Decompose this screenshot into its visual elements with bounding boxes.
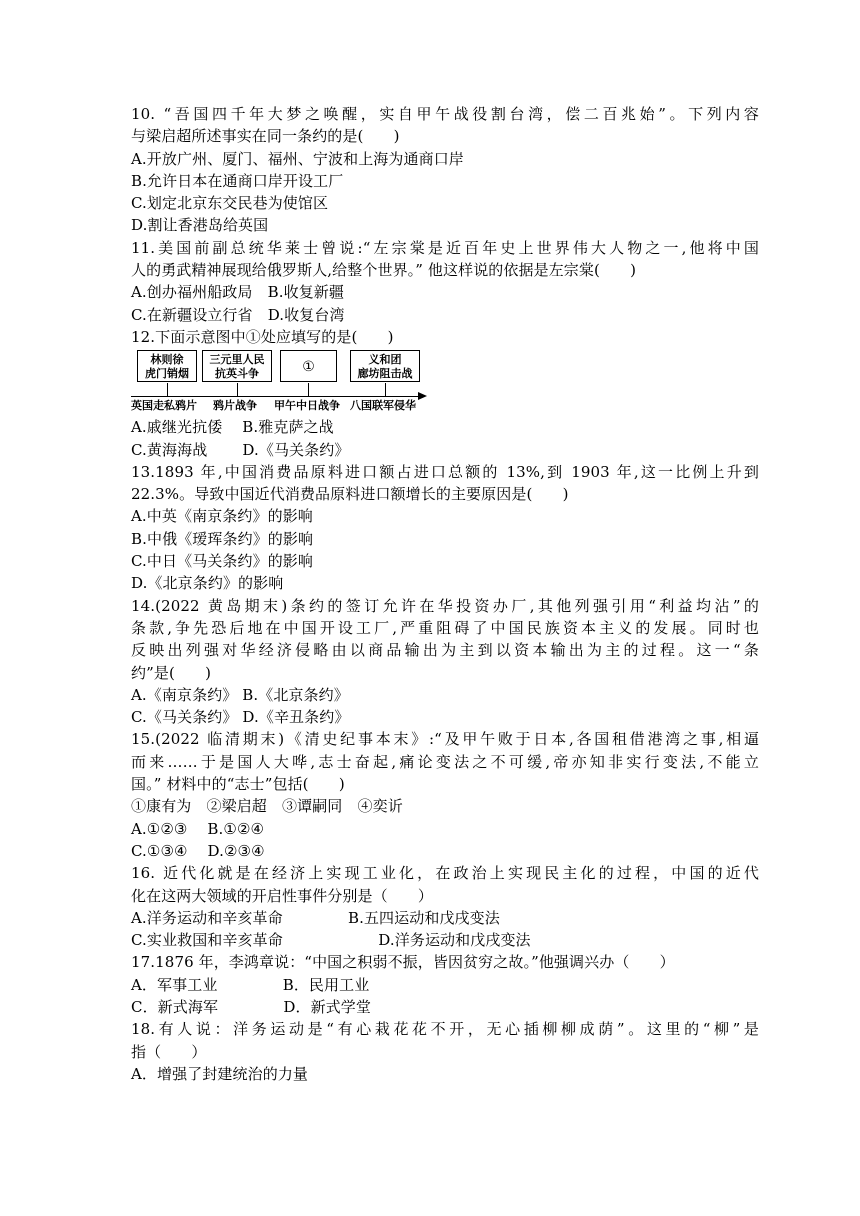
question-13-option-b: B.中俄《瑷珲条约》的影响 bbox=[131, 529, 314, 548]
question-15 bbox=[131, 728, 759, 862]
question-16-stem-line-2: 化在这两大领域的开启性事件分别是（ ） bbox=[131, 886, 434, 905]
timeline-box-1-line-2: 虎门销烟 bbox=[145, 366, 189, 380]
question-16-stem-line-1: 16. 近代化就是在经济上实现工业化，在政治上实现民主化的过程，中国的近代 bbox=[131, 864, 759, 883]
timeline-diagram bbox=[131, 349, 431, 415]
question-18-stem-line-2: 指（ ） bbox=[131, 1042, 207, 1061]
timeline-box-2 bbox=[202, 350, 272, 382]
question-17-options-row-2: C．新式海军 D．新式学堂 bbox=[131, 997, 371, 1016]
question-15-stem-line-3: 国。” 材料中的“志士”包括( ) bbox=[131, 775, 345, 794]
timeline-label-4: 八国联军侵华 bbox=[350, 399, 416, 413]
question-11 bbox=[131, 237, 759, 326]
question-12-stem: 12.下面示意图中①处应填写的是( ) bbox=[131, 327, 394, 346]
question-17 bbox=[131, 951, 759, 1018]
timeline-box-4-line-1: 义和团 bbox=[368, 352, 402, 366]
timeline-box-blank bbox=[280, 350, 337, 382]
timeline-box-4 bbox=[350, 350, 420, 382]
question-18 bbox=[131, 1018, 759, 1085]
timeline-arrow-icon bbox=[418, 392, 427, 400]
question-14-stem-line-4: 约”是( ) bbox=[131, 663, 212, 682]
question-13-stem-line-1: 13.1893 年,中国消费品原料进口额占进口总额的 13%,到 1903 年,这一比例上升到 bbox=[131, 462, 759, 481]
question-11-stem-line-1: 11.美国前副总统华莱士曾说:“左宗棠是近百年史上世界伟大人物之一,他将中国 bbox=[131, 238, 759, 257]
question-14-options-row-1: A.《南京条约》 B.《北京条约》 bbox=[131, 685, 349, 704]
timeline-label-1: 英国走私鸦片 bbox=[131, 399, 197, 413]
question-12-options-row-1: A.戚继光抗倭 B.雅克萨之战 bbox=[131, 418, 334, 437]
timeline-tick bbox=[167, 383, 168, 396]
question-16 bbox=[131, 862, 759, 951]
question-sheet bbox=[131, 103, 759, 1085]
question-15-options-row-1: A.①②③ B.①②④ bbox=[131, 819, 265, 838]
question-13-option-a: A.中英《南京条约》的影响 bbox=[131, 507, 313, 526]
question-18-option-a: A．增强了封建统治的力量 bbox=[131, 1064, 309, 1083]
timeline-box-4-line-2: 廊坊阻击战 bbox=[357, 366, 413, 380]
timeline-label-2: 鸦片战争 bbox=[213, 399, 257, 413]
question-14-stem-line-3: 反映出列强对华经济侵略由以商品输出为主到以资本输出为主的过程。这一“条 bbox=[131, 641, 759, 660]
timeline-box-blank-marker: ① bbox=[302, 358, 315, 375]
question-17-options-row-1: A．军事工业 B．民用工业 bbox=[131, 975, 370, 994]
question-12 bbox=[131, 326, 759, 461]
question-12-options-row-2: C.黄海海战 D.《马关条约》 bbox=[131, 440, 350, 459]
question-14 bbox=[131, 595, 759, 729]
timeline-box-2-line-1: 三元里人民 bbox=[209, 352, 265, 366]
question-10-stem-line-2: 与梁启超所述事实在同一条约的是( ) bbox=[131, 127, 400, 146]
question-15-stem-line-2: 而来……于是国人大哗,志士奋起,痛论变法之不可缓,帝亦知非实行变法,不能立 bbox=[131, 752, 759, 771]
question-14-options-row-2: C.《马关条约》 D.《辛丑条约》 bbox=[131, 708, 350, 727]
question-11-stem-line-2: 人的勇武精神展现给俄罗斯人,给整个世界。” 他这样说的依据是左宗棠( ) bbox=[131, 261, 637, 280]
question-13-option-c: C.中日《马关条约》的影响 bbox=[131, 552, 314, 571]
timeline-box-2-line-2: 抗英斗争 bbox=[215, 366, 259, 380]
timeline-axis bbox=[131, 396, 421, 397]
question-15-stem-line-1: 15.(2022 临清期末)《清史纪事本末》:“及甲午败于日本,各国租借港湾之事,相逼 bbox=[131, 730, 759, 749]
question-13-option-d: D.《北京条约》的影响 bbox=[131, 574, 284, 593]
question-13-stem-line-2: 22.3%。导致中国近代消费品原料进口额增长的主要原因是( ) bbox=[131, 485, 569, 504]
timeline-tick bbox=[308, 383, 309, 396]
question-10-option-a: A.开放广州、厦门、福州、宁波和上海为通商口岸 bbox=[131, 149, 464, 168]
question-10-stem-line-1: 10. “吾国四千年大梦之唤醒，实自甲午战役割台湾，偿二百兆始”。下列内容 bbox=[131, 105, 759, 123]
question-16-options-row-2: C.实业救国和辛亥革命 D.洋务运动和戊戌变法 bbox=[131, 931, 531, 950]
timeline-tick bbox=[385, 383, 386, 396]
question-10-option-d: D.割让香港岛给英国 bbox=[131, 216, 269, 235]
timeline-label-3: 甲午中日战争 bbox=[274, 399, 340, 413]
question-16-options-row-1: A.洋务运动和辛亥革命 B.五四运动和戊戌变法 bbox=[131, 908, 500, 927]
question-15-choices: ①康有为 ②梁启超 ③谭嗣同 ④奕䜣 bbox=[131, 797, 403, 816]
question-10-option-b: B.允许日本在通商口岸开设工厂 bbox=[131, 171, 344, 190]
timeline-tick bbox=[237, 383, 238, 396]
question-17-stem: 17.1876 年，李鸿章说：“中国之积弱不振，皆因贫穷之故。”他强调兴办（ ） bbox=[131, 953, 675, 972]
question-15-options-row-2: C.①③④ D.②③④ bbox=[131, 841, 265, 860]
question-10 bbox=[131, 103, 759, 237]
question-14-stem-line-2: 条款,争先恐后地在中国开设工厂,严重阻碍了中国民族资本主义的发展。同时也 bbox=[131, 618, 759, 637]
question-10-option-c: C.划定北京东交民巷为使馆区 bbox=[131, 194, 329, 213]
timeline-box-1 bbox=[137, 350, 197, 382]
question-14-stem-line-1: 14.(2022 黄岛期末)条约的签订允许在华投资办厂,其他列强引用“利益均沾”的 bbox=[131, 596, 759, 615]
question-18-stem-line-1: 18.有人说：洋务运动是“有心栽花花不开，无心插柳柳成荫”。这里的“柳”是 bbox=[131, 1020, 759, 1039]
question-11-options-row-2: C.在新疆设立行省 D.收复台湾 bbox=[131, 305, 345, 324]
question-11-options-row-1: A.创办福州船政局 B.收复新疆 bbox=[131, 283, 344, 302]
question-13 bbox=[131, 461, 759, 595]
timeline-box-1-line-1: 林则徐 bbox=[150, 352, 184, 366]
